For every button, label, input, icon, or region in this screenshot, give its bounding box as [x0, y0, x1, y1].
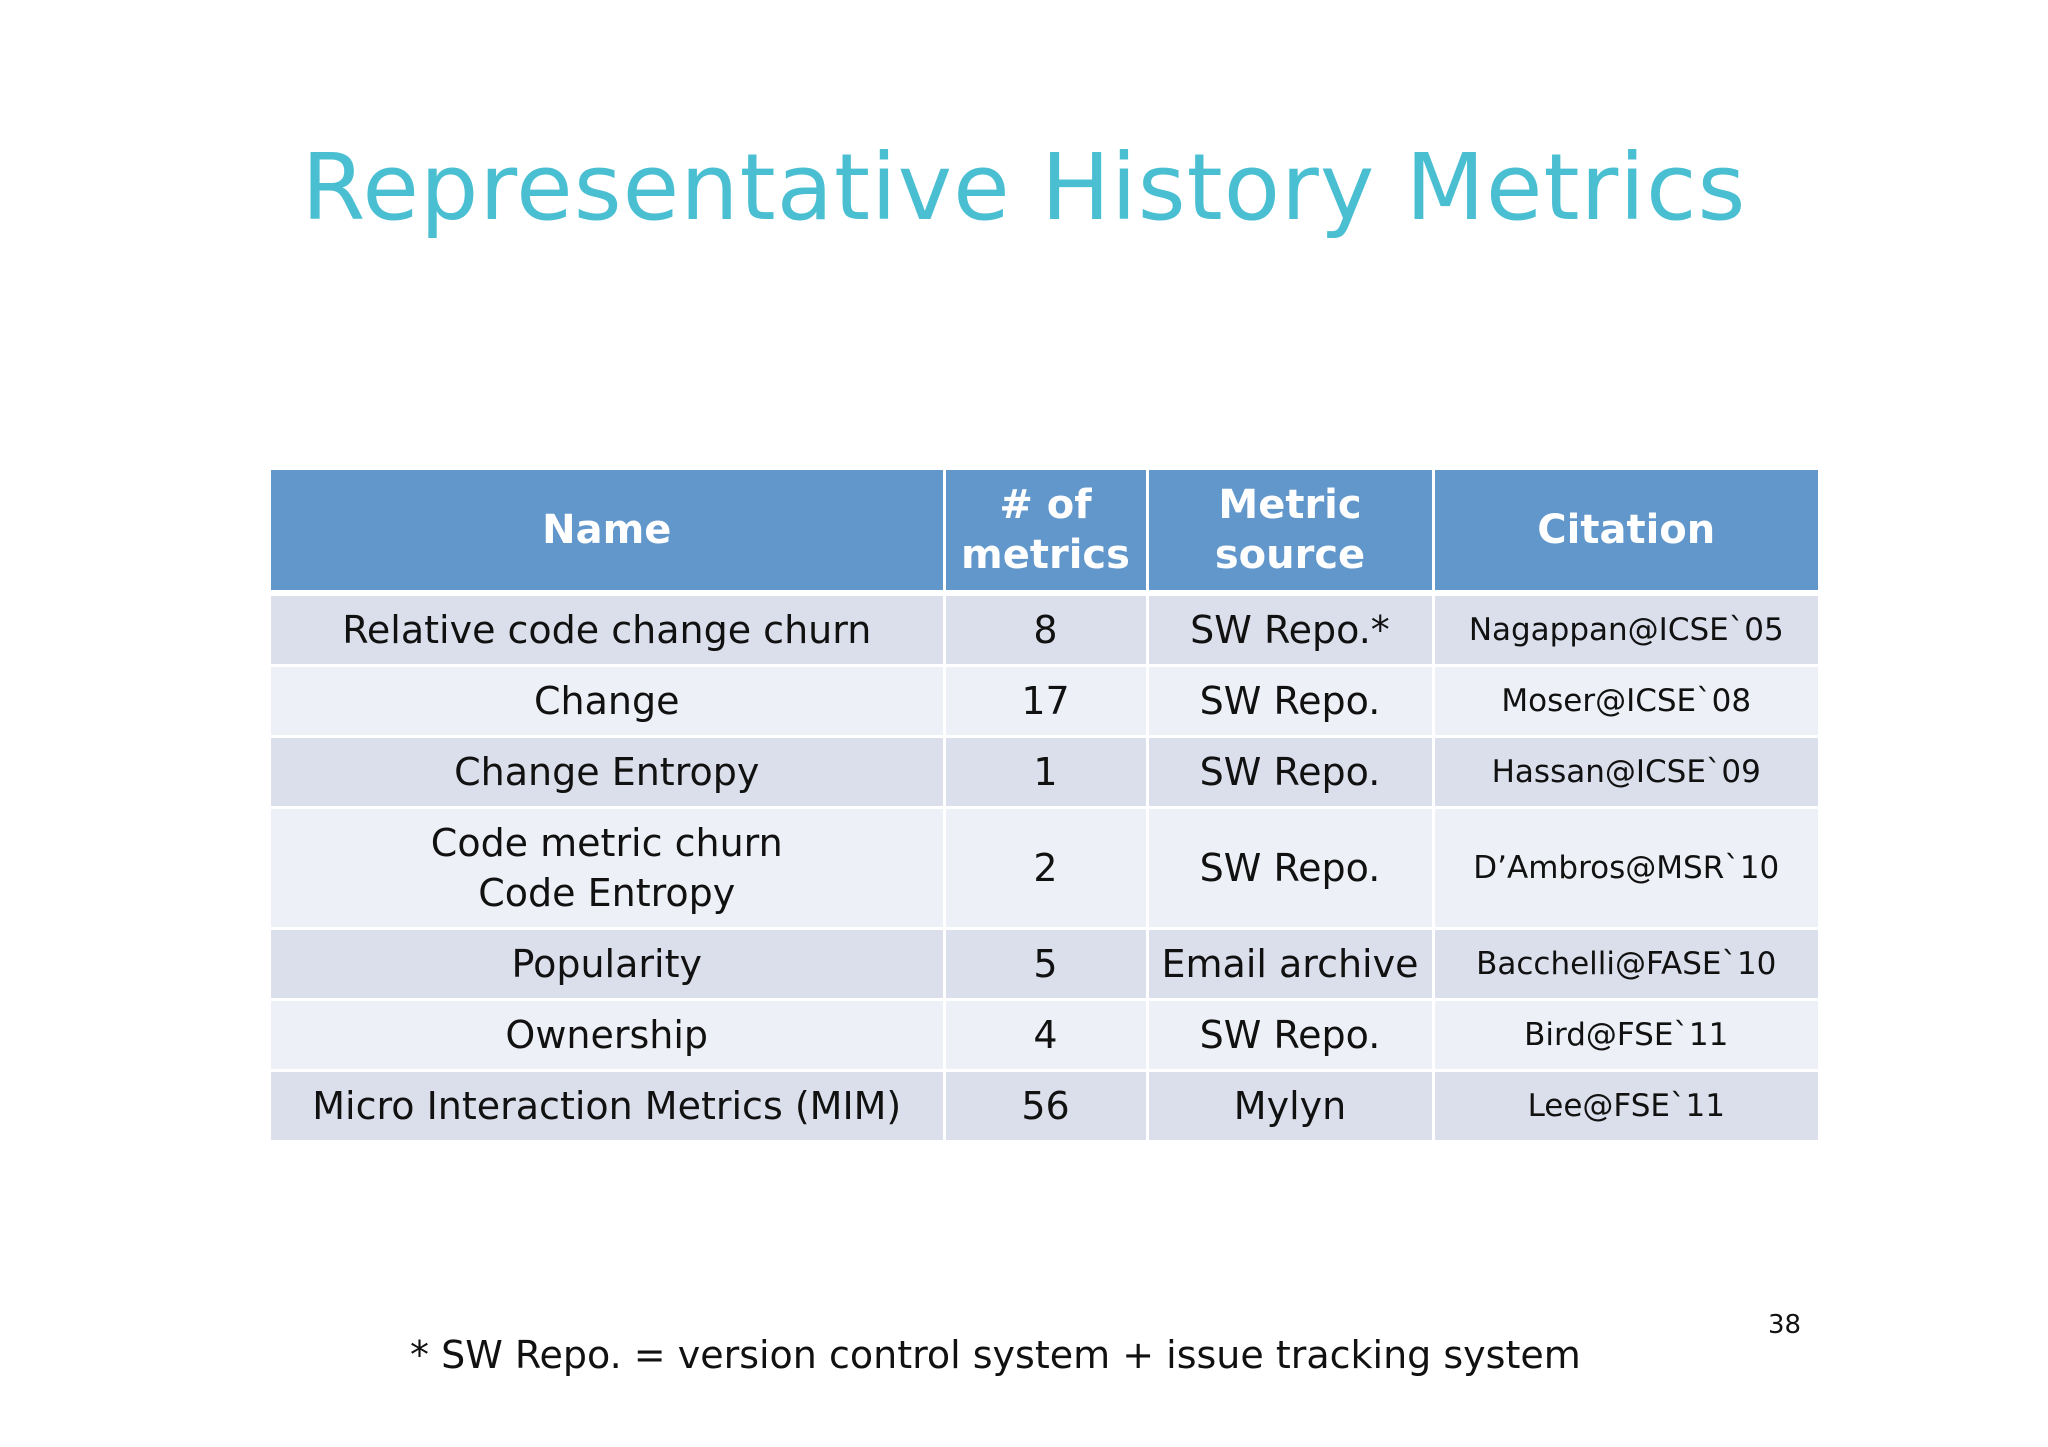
cell-citation: Bird@FSE`11 — [1433, 1000, 1818, 1071]
cell-source: SW Repo. — [1147, 808, 1433, 929]
table-row — [271, 1000, 1818, 1071]
cell-name — [271, 808, 944, 929]
cell-name-text-line2: Code Entropy — [478, 871, 736, 915]
header-name — [271, 470, 944, 593]
header-count-line1: # of — [999, 482, 1092, 528]
cell-count: 56 — [944, 1071, 1147, 1142]
cell-name-text: Code metric churn — [430, 821, 783, 865]
cell-name — [271, 593, 944, 666]
header-name-label: Name — [542, 507, 672, 553]
cell-citation: Hassan@ICSE`09 — [1433, 737, 1818, 808]
cell-name-text: Change Entropy — [454, 750, 760, 794]
history-metrics-table — [271, 470, 1818, 1143]
cell-name-text: Micro Interaction Metrics (MIM) — [312, 1084, 902, 1128]
cell-count: 1 — [944, 737, 1147, 808]
cell-name — [271, 1000, 944, 1071]
cell-count: 4 — [944, 1000, 1147, 1071]
cell-source: SW Repo. — [1147, 1000, 1433, 1071]
header-citation — [1433, 470, 1818, 593]
cell-citation: D’Ambros@MSR`10 — [1433, 808, 1818, 929]
table-row — [271, 808, 1818, 929]
cell-citation: Moser@ICSE`08 — [1433, 666, 1818, 737]
cell-count: 2 — [944, 808, 1147, 929]
slide-title: Representative History Metrics — [301, 134, 1747, 241]
header-metric-source — [1147, 470, 1433, 593]
table-row — [271, 737, 1818, 808]
header-source-line1: Metric — [1218, 482, 1362, 528]
footnote: * SW Repo. = version control system + issue tracking system — [410, 1333, 1581, 1377]
cell-citation: Bacchelli@FASE`10 — [1433, 929, 1818, 1000]
header-citation-label: Citation — [1537, 507, 1716, 553]
cell-count: 17 — [944, 666, 1147, 737]
header-count-line2: metrics — [961, 532, 1130, 578]
cell-name — [271, 929, 944, 1000]
header-source-line2: source — [1214, 532, 1366, 578]
cell-name — [271, 1071, 944, 1142]
cell-name-text: Ownership — [505, 1013, 709, 1057]
header-metric-count — [944, 470, 1147, 593]
cell-source: Email archive — [1147, 929, 1433, 1000]
cell-count: 8 — [944, 593, 1147, 666]
cell-source: SW Repo. — [1147, 666, 1433, 737]
cell-source: SW Repo.* — [1147, 593, 1433, 666]
table-row — [271, 929, 1818, 1000]
cell-name-text: Change — [534, 679, 680, 723]
cell-source: Mylyn — [1147, 1071, 1433, 1142]
table-row — [271, 666, 1818, 737]
cell-name — [271, 666, 944, 737]
table-row — [271, 1071, 1818, 1142]
cell-count: 5 — [944, 929, 1147, 1000]
cell-name — [271, 737, 944, 808]
cell-name-text: Relative code change churn — [342, 608, 872, 652]
table-row — [271, 593, 1818, 666]
cell-name-text: Popularity — [511, 942, 702, 986]
table-header-row — [271, 470, 1818, 593]
cell-citation: Lee@FSE`11 — [1433, 1071, 1818, 1142]
cell-citation: Nagappan@ICSE`05 — [1433, 593, 1818, 666]
cell-source: SW Repo. — [1147, 737, 1433, 808]
page-number: 38 — [1768, 1310, 1802, 1340]
